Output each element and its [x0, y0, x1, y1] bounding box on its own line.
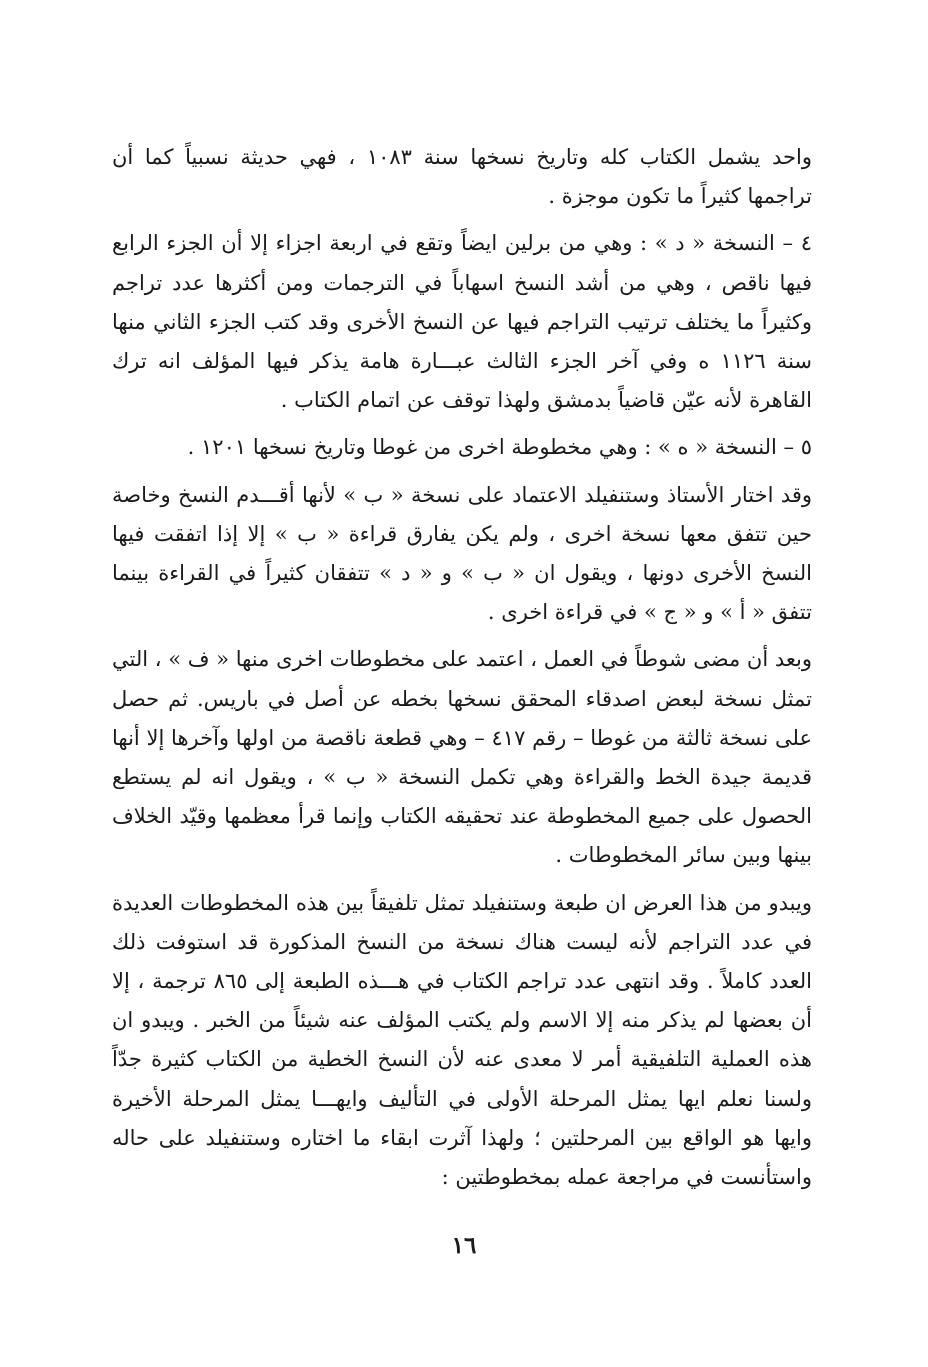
body-text [112, 138, 812, 1197]
paragraph-other-manuscripts: وبعد أن مضى شوطاً في العمل ، اعتمد على مخطوطات اخرى منها « ف » ، التي تمثل نسخة لبعض اصدقاء المحقق نسخها بخطه عن أصل في باريس. ثم حصل على نسخة ثالثة من غوطا – رقم ٤١٧ – وهي قطعة ناقصة من اولها وآخرها إلا أنها قديمة جيدة الخط والقراءة وهي تكمل النسخة « ب » ، ويقول انه لم يستطع الحصول على جميع المخطوطة عند تحقيقه الكتاب وإنما قرأ معظمها وقيّد الخلاف بينها وبين سائر المخطوطات . [112, 647, 812, 868]
page-number: ١٦ [451, 1232, 477, 1259]
paragraph-manuscript-dal: ٤ – النسخة « د » : وهي من برلين ايضاً وتقع في اربعة اجزاء إلا أن الجزء الرابع فيها ناقص ، وهي من أشد النسخ اسهاباً في الترجمات ومن أكثرها عدد تراجم وكثيراً ما يختلف ترتيب التراجم فيها عن النسخ الأخرى وقد كتب الجزء الثاني منها سنة ١١٢٦ ه وفي آخر الجزء الثالث عبـــارة هامة يذكر فيها المؤلف انه ترك القاهرة لأنه عيّن قاضياً بدمشق ولهذا توقف عن اتمام الكتاب . [112, 231, 812, 413]
paragraph-manuscript-intro: واحد يشمل الكتاب كله وتاريخ نسخها سنة ١٠٨٣ ، فهي حديثة نسبياً كما أن تراجمها كثيراً ما تكون موجزة . [112, 145, 812, 209]
paragraph-wustenfeld-choice: وقد اختار الأستاذ وستنفيلد الاعتماد على نسخة « ب » لأنها أقـــدم النسخ وخاصة حين تتفق معها نسخة اخرى ، ولم يكن يفارق قراءة « ب » إلا إذا اتفقت فيها النسخ الأخرى دونها ، ويقول ان « ب » و « د » تتفقان كثيراً في القراءة بينما تتفق « أ » و « ج » في قراءة اخرى . [112, 482, 812, 625]
paragraph-manuscript-ha: ٥ – النسخة « ه » : وهي مخطوطة اخرى من غوطا وتاريخ نسخها ١٢٠١ . [187, 435, 812, 460]
paragraph-edition-assessment: ويبدو من هذا العرض ان طبعة وستنفيلد تمثل تلفيقاً بين هذه المخطوطات العديدة في عدد التراجم لأنه ليست هناك نسخة من النسخ المذكورة قد استوفت ذلك العدد كاملاً . وقد انتهى عدد تراجم الكتاب في هـــذه الطبعة إلى ٨٦٥ ترجمة ، إلا أن بعضها لم يذكر منه إلا الاسم ولم يكتب المؤلف عنه شيئاً من الخبر . ويبدو ان هذه العملية التلفيقية أمر لا معدى عنه لأن النسخ الخطية من الكتاب كثيرة جدّاً ولسنا نعلم ايها يمثل المرحلة الأولى في التأليف وايهـــا يمثل المرحلة الأخيرة وايها هو الواقع بين المرحلتين ؛ ولهذا آثرت ابقاء ما اختاره وستنفيلد على حاله واستأنست في مراجعة عمله بمخطوطتين : [112, 890, 812, 1190]
